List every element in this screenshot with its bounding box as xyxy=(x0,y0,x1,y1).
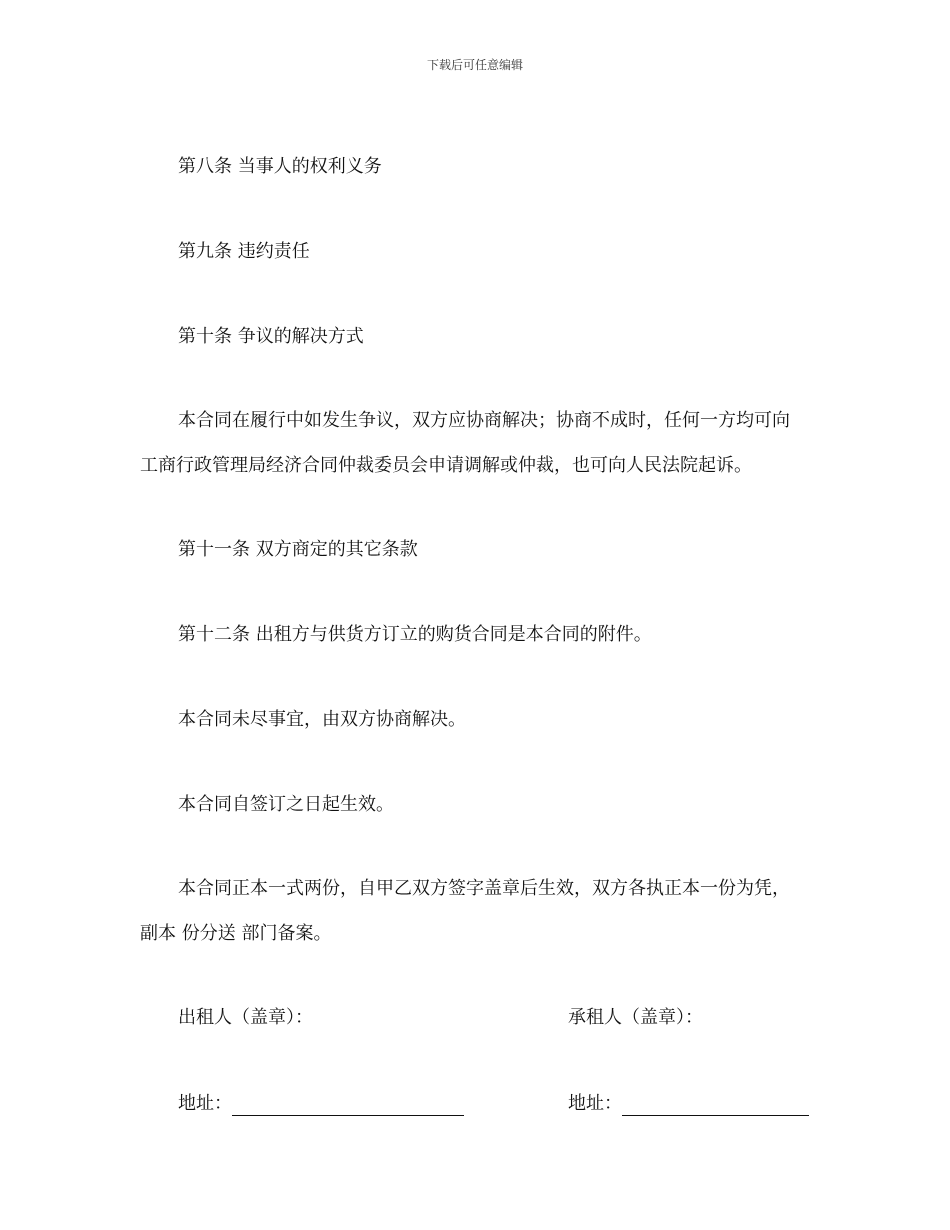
article-8-heading: 第八条 当事人的权利义务 xyxy=(178,156,382,177)
lessee-address-row xyxy=(568,1092,809,1116)
dispute-paragraph-line-2: 工商行政管理局经济合同仲裁委员会申请调解或仲裁，也可向人民法院起诉。 xyxy=(140,455,752,476)
article-10-heading: 第十条 争议的解决方式 xyxy=(178,326,364,347)
article-12-heading: 第十二条 出租方与供货方订立的购货合同是本合同的附件。 xyxy=(178,624,652,645)
article-9-heading: 第九条 违约责任 xyxy=(178,241,310,262)
page-header: 下载后可任意编辑 xyxy=(426,58,523,72)
article-11-heading: 第十一条 双方商定的其它条款 xyxy=(178,539,418,560)
lessee-address-label: 地址： xyxy=(568,1093,622,1114)
dispute-paragraph-line-1: 本合同在履行中如发生争议，双方应协商解决；协商不成时，任何一方均可向 xyxy=(178,410,790,431)
lessee-seal-label: 承租人（盖章）： xyxy=(568,1007,703,1028)
lessor-address-blank xyxy=(232,1095,464,1116)
effective-date-paragraph: 本合同自签订之日起生效。 xyxy=(178,794,394,815)
lessee-address-blank xyxy=(622,1095,809,1116)
copies-paragraph-line-2: 副本 份分送 部门备案。 xyxy=(140,923,332,944)
lessor-address-label: 地址： xyxy=(178,1093,232,1114)
lessor-address-row xyxy=(178,1092,464,1116)
copies-paragraph-line-1: 本合同正本一式两份，自甲乙双方签字盖章后生效，双方各执正本一份为凭， xyxy=(178,878,790,899)
lessor-seal-label: 出租人（盖章）： xyxy=(178,1007,313,1028)
unresolved-matters-paragraph: 本合同未尽事宜，由双方协商解决。 xyxy=(178,709,466,730)
